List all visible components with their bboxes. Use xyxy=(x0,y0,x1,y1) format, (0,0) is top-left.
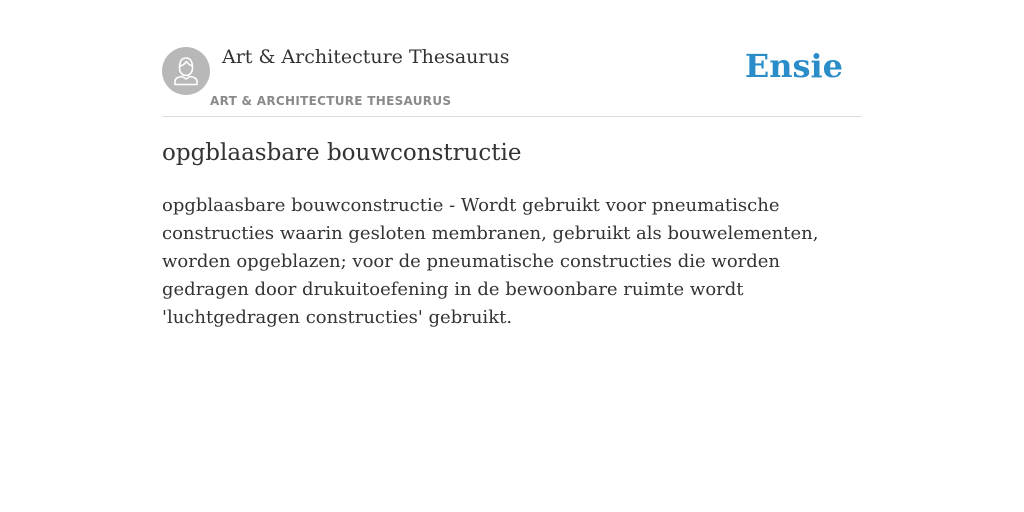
entry-container xyxy=(162,0,862,328)
definition-text: opgblaasbare bouwconstructie - Wordt gebruikt voor pneumatische constructies waarin gesloten membranen, gebruikt als bouwelementen, worden opgeblazen; voor de pneumatische constructies die worden gedragen door drukuitoefening in de bewoonbare ruimte wordt 'luchtgedragen constructies' gebruikt. xyxy=(162,195,819,328)
user-icon xyxy=(162,47,210,95)
source-subtitle: ART & ARCHITECTURE THESAURUS xyxy=(210,94,452,108)
avatar[interactable] xyxy=(162,47,210,95)
source-title[interactable]: Art & Architecture Thesaurus xyxy=(222,46,510,68)
page-title: opgblaasbare bouwconstructie xyxy=(162,140,522,166)
source-header xyxy=(162,0,862,117)
ensie-logo[interactable]: Ensie xyxy=(744,47,843,85)
